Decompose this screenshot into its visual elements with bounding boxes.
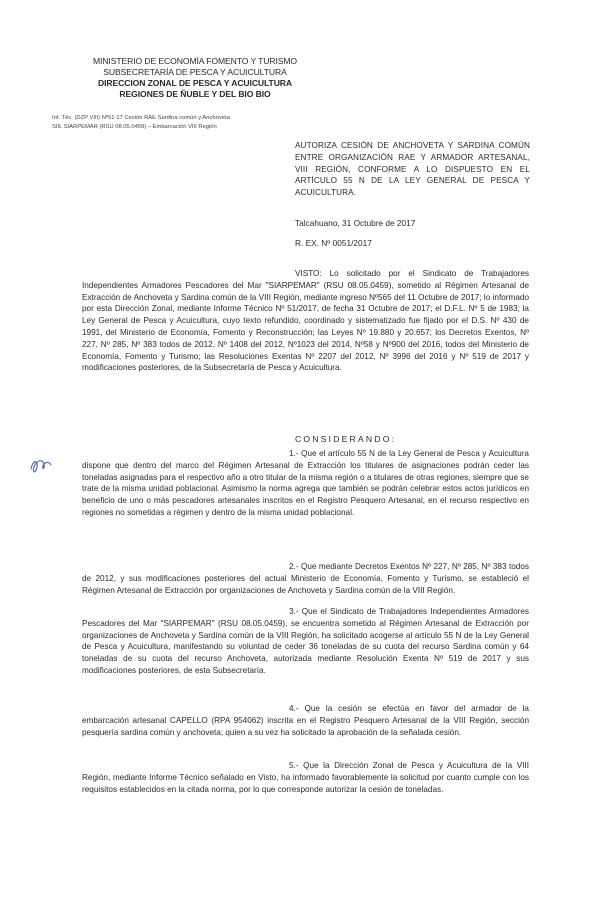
considerando-item: 3.- Que el Sindicato de Trabajadores Independientes Armadores Pescadores del Mar "SIARPEMAR" (RSU 08.05.0459), se encuentra sometido al Régimen Artesanal de Extracción por organizaciones de Anchoveta y Sardina común de la VIII Región, ha solicitado acogerse al artículo 55 N de la Ley General de Pesca y Acuicultura, manifestando su voluntad de ceder 36 toneladas de su cuota del recurso Sardina común y 64 toneladas de su cuota del recurso Anchoveta, autorizada mediante Resolución Exenta Nº 519 de 2017 y sus modificaciones posteriores, de esta Subsecretaría.	[82, 607, 529, 675]
ministry-line: MINISTERIO DE ECONOMÍA FOMENTO Y TURISMO	[92, 56, 298, 66]
reference-line: SIIL SIARPEMAR (RSU 08.05.0459) – Embarcación VIII Región	[52, 124, 217, 130]
considerando-item: 1.- Que el artículo 55 N de la Ley General de Pesca y Acuicultura dispone que dentro del marco del Régimen Artesanal de Extracción los titulares de asignaciones podrán ceder las toneladas asignadas para el respectivo año a otro titular de la misma región o a titulares de otras regiones, siempre que se trate de la misma unidad poblacional. Asimismo la norma agrega que también se podrán celebrar estos actos jurídicos en beneficio de uno o más pescadores artesanales inscritos en el Registro Pesquero Artesanal, en el recurso respectivo en regiones no sometidas a régimen y dentro de la misma unidad poblacional.	[82, 449, 529, 517]
undersecretariat-line: SUBSECRETARÍA DE PESCA Y ACUICULTURA	[103, 67, 287, 77]
considerando-item: 2.- Que mediante Decretos Exentos Nº 227, Nº 285, Nº 383 todos de 2012, y sus modificaciones posteriores del actual Ministerio de Economía, Fomento y Turismo, se estableció el Régimen Artesanal de Extracción por organizaciones de Anchoveta y Sardina común de la VIII Región.	[82, 562, 529, 595]
considerando-item: 5.- Que la Dirección Zonal de Pesca y Acuicultura de la VIII Región, mediante Informe Técnico señalado en Visto, ha informado favorablemente la solicitud por cuanto cumple con los requisitos establecidos en la citada norma, por lo que corresponde autorizar la cesión de toneladas.	[82, 761, 529, 794]
regions-line: REGIONES DE ÑUBLE Y DEL BIO BIO	[119, 89, 271, 99]
resolution-subject: AUTORIZA CESIÓN DE ANCHOVETA Y SARDINA COMÚN ENTRE ORGANIZACIÓN RAE Y ARMADOR ARTESANAL, VIII REGIÓN, CONFORME A LO DISPUESTO EN EL ARTÍCULO 55 N DE LA LEY GENERAL DE PESCA Y ACUICULTURA.	[295, 141, 530, 198]
visto-label: VISTO:	[295, 269, 322, 278]
visto-text: Lo solicitado por el Sindicato de Trabajadores Independientes Armadores Pescadores del Mar "SIARPEMAR" (RSU 08.05.0459), sometido al Régimen Artesanal de Extracción de Anchoveta y Sardina común de la VIII Región, mediante ingreso Nº565 del 11 Octubre de 2017; lo informado por esta Dirección Zonal, mediante Informe Técnico Nº 51/2017, de fecha 31 Octubre de 2017; el D.F.L. Nº 5 de 1983; la Ley General de Pesca y Acuicultura, cuyo texto refundido, coordinado y sistematizado fue fijado por el D.S. Nº 430 de 1991, del Ministerio de Economía, Fomento y Reconstrucción; las Leyes Nº 19.880 y 20.657; los Decretos Exentos, Nº 227, Nº 285, Nº 383 todos de 2012, Nº 1408 del 2012, Nº1023 del 2014, Nº58 y Nº900 del 2016, todos del Ministerio de Economía, Fomento y Turismo; las Resoluciones Exentas Nº 2207 del 2012, Nº 3996 del 2016 y Nº 519 de 2017 y modificaciones posteriores, de la Subsecretaría de Pesca y Acuicultura.	[82, 269, 529, 373]
handwritten-initials-icon	[28, 455, 54, 477]
visto-paragraph	[82, 268, 529, 374]
considerando-heading: CONSIDERANDO:	[295, 434, 397, 444]
reference-block	[52, 114, 292, 132]
letterhead	[80, 56, 310, 100]
considerando-item: 4.- Que la cesión se efectúa en favor del armador de la embarcación artesanal CAPELLO (RPA 954062) inscrita en el Registro Pesquero Artesanal de la VIII Región, sección pesquería sardina común y anchoveta; quien a su vez ha solicitado la aprobación de la señalada cesión.	[82, 704, 529, 737]
resolution-date: Talcahuano, 31 Octubre de 2017	[295, 218, 416, 228]
zonal-direction-line: DIRECCION ZONAL DE PESCA Y ACUICULTURA	[97, 78, 293, 88]
reference-line: Inf. Téc. (DZP VIII) Nº51-17 Cesión RAE Sardina común y Anchoveta	[52, 115, 230, 121]
resolution-number: R. EX. Nº 0051/2017	[295, 238, 372, 248]
